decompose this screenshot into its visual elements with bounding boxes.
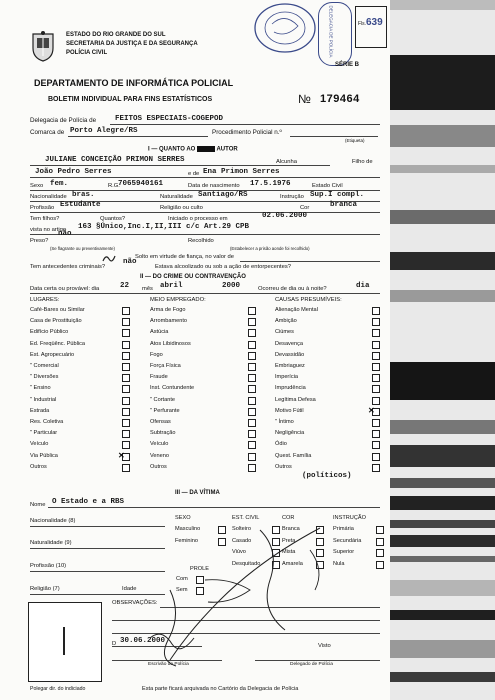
causas-item-label: Desavença — [275, 340, 303, 347]
thumbprint-mark — [63, 627, 65, 655]
profissao-label: Profissão — [30, 205, 55, 211]
lugares-checkbox[interactable] — [122, 329, 130, 337]
causas-checkbox[interactable] — [372, 385, 380, 393]
crime-date-label: Data certa ou provável: dia — [30, 286, 100, 292]
instrucao-header: INSTRUÇÃO — [333, 515, 366, 521]
delegado-label: Delegado de Polícia — [290, 662, 333, 667]
causas-checkbox[interactable] — [372, 441, 380, 449]
causas-item-label: Outros — [275, 463, 292, 470]
mother-name: Ena Primon Serres — [203, 168, 280, 176]
causas-item-label: Embriaguez — [275, 363, 305, 369]
lugares-checkbox[interactable] — [122, 352, 130, 360]
civil-header: EST. CIVIL — [232, 515, 260, 521]
procedimento-label: Procedimento Policial n.º — [212, 129, 282, 136]
crime-mes-value: abril — [160, 282, 183, 290]
civil-options-label: Viúvo — [232, 549, 246, 555]
cor-options-label: Amarela — [282, 560, 303, 567]
folio-box — [355, 6, 387, 48]
cor-options-label: Branca — [282, 526, 300, 532]
meios-item-label: Inst. Contundente — [150, 385, 195, 392]
preso-label: Preso? — [30, 238, 49, 244]
lugares-item-label: " Industrial — [30, 396, 57, 403]
footer-date-value: 30.06.2000 — [120, 637, 166, 645]
filho-label: Filho de — [352, 159, 373, 165]
nacionalidade-label: Nacionalidade — [30, 194, 67, 200]
delegacia-stamp — [318, 2, 352, 66]
bulletin-title: BOLETIM INDIVIDUAL PARA FINS ESTATÍSTICOS — [48, 96, 213, 103]
causas-checkbox[interactable] — [372, 352, 380, 360]
lugares-checkbox[interactable] — [122, 397, 130, 405]
causas-checkbox[interactable] — [372, 453, 380, 461]
causas-item-label: Devassidão — [275, 351, 305, 358]
meios-checkbox[interactable] — [248, 329, 256, 337]
meios-checkbox[interactable] — [248, 341, 256, 349]
check-mark-icon: ✕ — [368, 405, 375, 415]
cor-value: branca — [330, 201, 358, 209]
fianca-line — [240, 261, 380, 262]
victim-rel-label-text: Religião — [30, 586, 51, 592]
cor-header: COR — [282, 515, 295, 521]
causas-checkbox[interactable] — [372, 329, 380, 337]
meios-checkbox[interactable] — [248, 441, 256, 449]
victim-nac-label-text: Nacionalidade — [30, 518, 67, 524]
lugares-item-label: " Diversões — [30, 374, 59, 381]
victim-nome-line — [48, 507, 380, 508]
department-title: DEPARTAMENTO DE INFORMÁTICA POLICIAL — [34, 78, 234, 88]
crime-dia-value: 22 — [120, 282, 130, 290]
ocorreu-label: Ocorreu de dia ou à noite? — [258, 286, 327, 292]
meios-item-label: Arma de Fogo — [150, 307, 186, 313]
sexo-header: SEXO — [175, 515, 191, 521]
check-mark-icon: ✕ — [118, 450, 125, 460]
fianca-text: Solto em virtude de fiança, no valor de — [135, 254, 234, 260]
sexo-options-label: Masculino — [175, 526, 201, 532]
comarca-label: Comarca de — [30, 129, 65, 136]
meios-item-label: Fogo — [150, 351, 163, 358]
lugares-item-label: Veículo — [30, 441, 49, 448]
meios-item-label: Astúcia — [150, 329, 169, 336]
ocorreu-value: dia — [356, 282, 370, 290]
victim-nat-label-text: Naturalidade — [30, 540, 63, 546]
lugares-checkbox[interactable] — [122, 419, 130, 427]
name-line — [30, 165, 330, 166]
instrucao-options-label: Superior — [333, 549, 355, 555]
naturalidade-value: Santiago/RS — [198, 191, 248, 199]
meios-item-label: Ofensas — [150, 419, 171, 425]
meios-checkbox[interactable] — [248, 397, 256, 405]
causas-item-label: Ódio — [275, 441, 287, 448]
lugares-item-label: Res. Coletiva — [30, 419, 64, 425]
instrucao-options-label: Nula — [333, 560, 345, 567]
lugares-checkbox[interactable] — [122, 374, 130, 382]
nacionalidade-value: bras. — [72, 191, 95, 199]
author-name: JULIANE CONCEIÇÃO PRIMON SERRES — [45, 156, 185, 164]
victim-nome-value: O Estado e a RBS — [52, 498, 125, 506]
victim-nac-code: (8) — [68, 518, 76, 524]
meios-item-label: Atos Libidinosos — [150, 340, 191, 347]
victim-nat-label — [30, 540, 72, 546]
preso-value: não — [58, 230, 72, 238]
coat-of-arms-icon — [30, 30, 56, 62]
lugares-item-label: Casa de Prostituição — [30, 318, 82, 325]
polegar-label: Polegar dir. do indiciado — [30, 686, 86, 692]
comarca-line — [68, 136, 208, 137]
causas-item-label: Ciúmes — [275, 329, 294, 336]
causas-checkbox[interactable] — [372, 341, 380, 349]
instrucao-options-checkbox[interactable] — [376, 561, 384, 569]
lugares-item-label: Estrada — [30, 407, 50, 414]
cor-options-label: Mista — [282, 549, 296, 555]
causas-item-label: " Íntimo — [275, 419, 294, 425]
instrucao-options-label: Secundária — [333, 537, 362, 544]
parents-line — [30, 177, 380, 178]
causas-item-label: Imperícia — [275, 374, 299, 381]
meios-item-label: Veículo — [150, 441, 169, 448]
lugares-checkbox[interactable] — [122, 385, 130, 393]
sexo-value: fem. — [50, 180, 69, 188]
lugares-checkbox[interactable] — [122, 341, 130, 349]
thumbprint-box — [28, 602, 102, 682]
causas-checkbox[interactable] — [372, 318, 380, 326]
meios-checkbox[interactable] — [248, 307, 256, 315]
causas-checkbox[interactable] — [372, 464, 380, 472]
causas-checkbox[interactable] — [372, 307, 380, 315]
row-infracao-line — [30, 234, 380, 235]
police-line: POLÍCIA CIVIL — [66, 50, 108, 56]
preso-note: (Se flagrante ou preventivamente) — [50, 246, 115, 251]
victim-nat-code: (9) — [64, 540, 72, 546]
naturalidade-label: Naturalidade — [160, 194, 193, 200]
series-label: SÉRIE B — [335, 62, 360, 68]
cor-label: Cor — [300, 205, 310, 211]
number-symbol: № — [298, 92, 311, 106]
victim-prof-label-text: Profissão — [30, 563, 55, 569]
civil-options-label: Solteiro — [232, 526, 251, 532]
section2-title: II — DO CRIME OU CONTRAVENÇÃO — [140, 274, 246, 280]
lugares-checkbox[interactable] — [122, 464, 130, 472]
causas-item-label: Imprudência — [275, 385, 306, 392]
meios-checkbox[interactable] — [248, 318, 256, 326]
causas-checkbox[interactable] — [372, 430, 380, 438]
lugares-item-label: Ed. Freqüênc. Pública — [30, 340, 86, 347]
lugares-checkbox[interactable] — [122, 363, 130, 371]
nascimento-label: Data de nascimento — [188, 183, 240, 189]
meios-checkbox[interactable] — [248, 363, 256, 371]
recolhido-label: Recolhido — [188, 238, 214, 244]
crime-date-line — [30, 293, 380, 294]
section1-title-text: I — QUANTO AO — [148, 146, 196, 153]
section1-title — [148, 146, 238, 153]
procedimento-line — [290, 136, 378, 137]
causas-item-label: Legítima Defesa — [275, 396, 316, 403]
nascimento-value: 17.5.1976 — [250, 180, 291, 188]
meios-checkbox[interactable] — [248, 352, 256, 360]
causas-checkbox[interactable] — [372, 374, 380, 382]
handwritten-mark — [102, 252, 116, 264]
victim-nome-label: Nome — [30, 502, 46, 508]
folio-label: Fls. — [358, 21, 367, 27]
causas-item-label: Quest. Família — [275, 452, 312, 459]
signature-scrawl — [110, 520, 350, 670]
causas-header: CAUSAS PRESUMÍVEIS: — [275, 297, 342, 303]
meios-checkbox[interactable] — [248, 385, 256, 393]
estado-civil-label: Estado Civil — [312, 183, 343, 189]
row-prof-line — [30, 212, 380, 213]
lugares-checkbox[interactable] — [122, 408, 130, 416]
escrivao-label: Escrivão de Polícia — [148, 662, 189, 667]
etiqueta-note: (Etiqueta) — [345, 138, 365, 143]
delegacia-line — [110, 124, 380, 125]
alcoolizado-text: Estava alcoolizado ou sob a ação de entorpecentes? — [155, 264, 292, 270]
victim-rel-label — [30, 586, 60, 592]
causas-item-label: Ambição — [275, 318, 297, 325]
stamp-text: DELEGACIA DE POLÍCIA — [328, 5, 334, 58]
victim-prof-code: (10) — [55, 563, 67, 569]
mother-connector: e de — [188, 171, 200, 177]
meios-checkbox[interactable] — [248, 464, 256, 472]
official-stamp — [250, 2, 320, 54]
prole-header: PROLE — [190, 566, 209, 572]
meios-checkbox[interactable] — [248, 419, 256, 427]
rg-value: 7065940161 — [118, 180, 164, 188]
lugares-item-label: Outros — [30, 463, 47, 470]
instrucao-options-checkbox[interactable] — [376, 526, 384, 534]
antecedentes-value: não — [123, 258, 137, 266]
state-line: ESTADO DO RIO GRANDE DO SUL — [66, 32, 166, 38]
civil-options-label: Casado — [232, 537, 252, 544]
lugares-item-label: " Particular — [30, 430, 58, 437]
observacoes-label: OBSERVAÇÕES: — [112, 600, 158, 606]
father-name: João Pedro Serres — [35, 168, 112, 176]
instrucao-options-checkbox[interactable] — [376, 549, 384, 557]
victim-idade-label: Idade — [122, 586, 137, 592]
footer-date-prefix: D — [112, 641, 117, 647]
meios-item-label: Força Física — [150, 363, 181, 369]
victim-prof-label — [30, 563, 66, 569]
delegacia-value: FEITOS ESPECIAIS-COGEPOD — [115, 115, 224, 123]
crime-ano-value: 2000 — [222, 282, 241, 290]
visto-label: Visto — [318, 643, 331, 649]
meio-header: MEIO EMPREGADO: — [150, 297, 206, 303]
lugares-item-label: Café-Bares ou Similar — [30, 307, 85, 313]
lugares-item-label: Edifício Público — [30, 329, 69, 336]
causas-item-label: Negligência — [275, 430, 305, 437]
meios-checkbox[interactable] — [248, 374, 256, 382]
meios-checkbox[interactable] — [248, 453, 256, 461]
meios-item-label: Subtração — [150, 430, 176, 437]
causas-checkbox[interactable] — [372, 419, 380, 427]
causas-item-label: Motivo Fútil — [275, 407, 304, 414]
redaction-bar — [197, 146, 215, 152]
cor-options-label: Preta — [282, 537, 296, 544]
lugares-checkbox[interactable] — [122, 307, 130, 315]
lugares-checkbox[interactable] — [122, 430, 130, 438]
victim-nac-label — [30, 518, 75, 524]
causas-outros-value: (políticos) — [302, 472, 352, 480]
meios-item-label: " Cortante — [150, 396, 175, 403]
rg-label: R.G. — [108, 183, 120, 189]
alcunha-label: Alcunha — [276, 159, 297, 165]
sexo-options-label: Feminino — [175, 537, 199, 544]
antecedentes-label: Tem antecedentes criminais? — [30, 264, 106, 270]
causas-checkbox[interactable] — [372, 363, 380, 371]
sexo-label: Sexo — [30, 183, 44, 189]
lugares-item-label: Est. Agropecuário — [30, 351, 75, 358]
comarca-value: Porto Alegre/RS — [70, 127, 138, 135]
section3-title: III — DA VÍTIMA — [175, 490, 220, 496]
instrucao-options-checkbox[interactable] — [376, 538, 384, 546]
causas-checkbox[interactable] — [372, 397, 380, 405]
bulletin-number: 179464 — [320, 93, 360, 105]
lugares-checkbox[interactable] — [122, 318, 130, 326]
processo-label: Iniciado o processo em — [168, 216, 228, 222]
instrucao-value: Sup.I compl. — [310, 191, 365, 199]
section1-title-after: AUTOR — [216, 146, 238, 153]
victim-rel-code: (7) — [52, 586, 60, 592]
meios-item-label: " Perfurante — [150, 407, 180, 414]
instrucao-options-label: Primária — [333, 526, 354, 532]
religiao-label: Religião ou culto — [160, 205, 203, 211]
prole-option-label: Sem — [176, 587, 188, 593]
quantos-label: Quantos? — [100, 216, 126, 222]
lugares-header: LUGARES: — [30, 297, 60, 303]
civil-options-label: Desquitado — [232, 560, 261, 567]
processo-value: 02.06.2000 — [262, 212, 308, 220]
causas-item-label: Alienação Mental — [275, 307, 318, 313]
meios-item-label: Fraude — [150, 374, 168, 381]
arquivo-note: Esta parte ficará arquivada no Cartório da Delegacia de Polícia — [142, 686, 299, 692]
lugares-checkbox[interactable] — [122, 441, 130, 449]
crime-mes-label: mês — [142, 286, 153, 292]
lugares-item-label: " Comercial — [30, 363, 59, 369]
secretariat-line: SECRETARIA DA JUSTIÇA E DA SEGURANÇA — [66, 41, 198, 47]
profissao-value: Estudante — [60, 201, 101, 209]
infracao-value: 163 §Único,Inc.I,II,III c/c Art.29 CPB — [78, 223, 250, 231]
recolhido-note: (Estabelecer a prisão aonde foi recolhido) — [230, 246, 310, 251]
meios-checkbox[interactable] — [248, 430, 256, 438]
filhos-label: Tem filhos? — [30, 216, 60, 222]
meios-item-label: Arrombamento — [150, 318, 187, 325]
meios-item-label: Outros — [150, 463, 167, 470]
instrucao-label: Instrução — [280, 194, 304, 200]
folio-number: 639 — [366, 17, 383, 28]
lugares-item-label: Via Pública — [30, 452, 58, 459]
meios-item-label: Veneno — [150, 452, 169, 459]
infracao-prefix: vista no artigo — [30, 227, 67, 233]
prole-option-label: Com — [176, 576, 188, 582]
meios-checkbox[interactable] — [248, 408, 256, 416]
delegacia-label: Delegacia de Polícia de — [30, 117, 97, 124]
lugares-item-label: " Ensino — [30, 385, 51, 392]
